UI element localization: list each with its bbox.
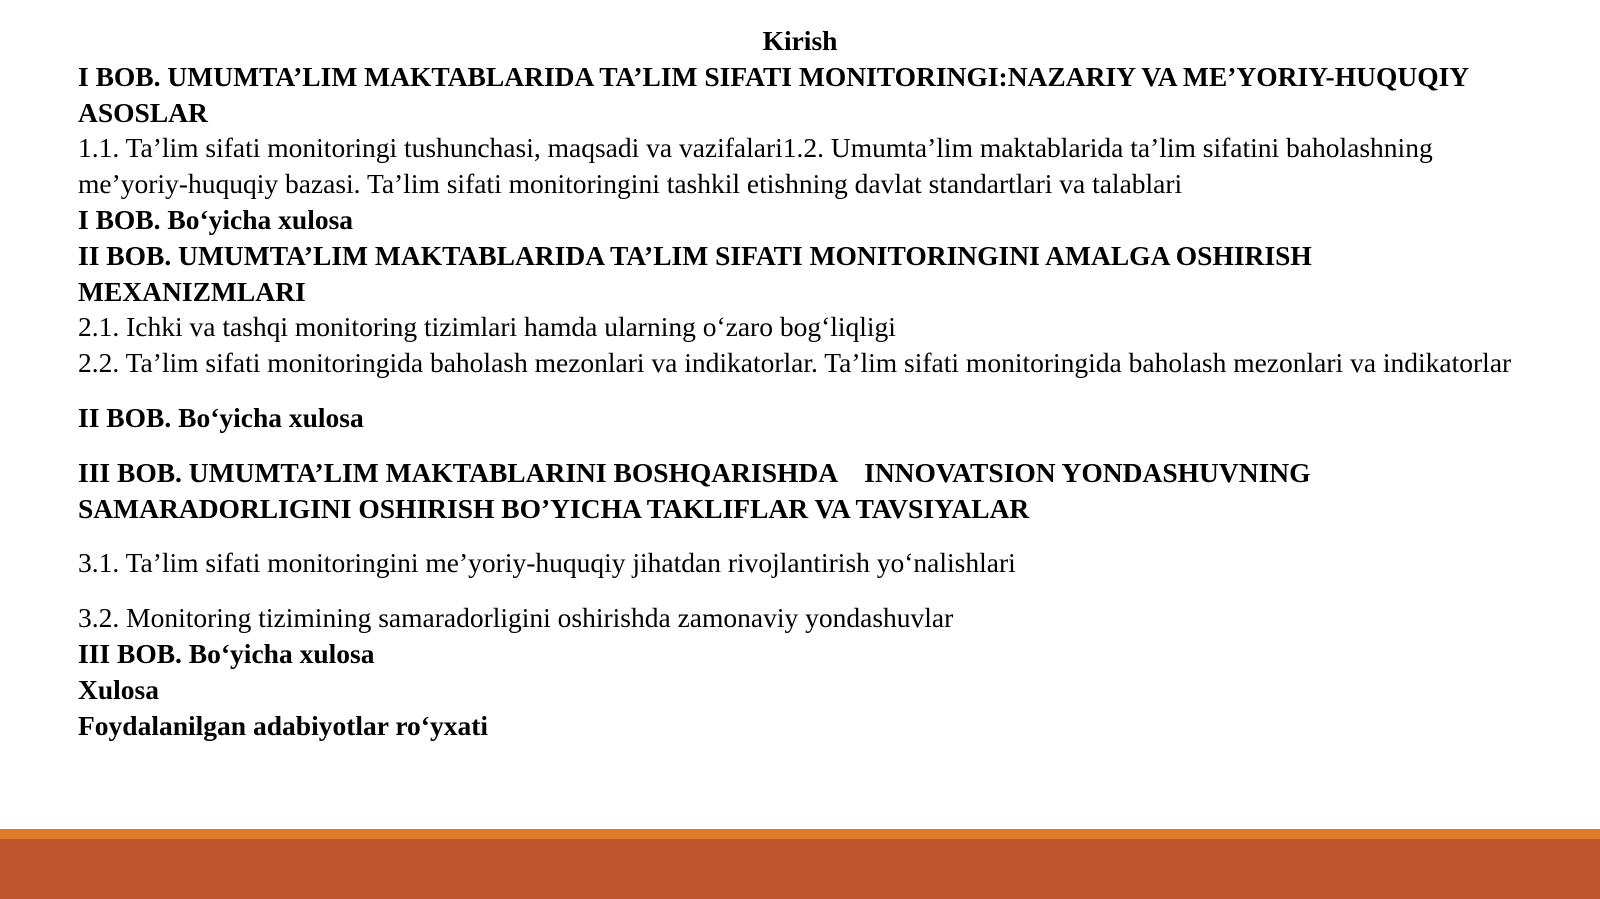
chapter-3-section-1: 3.1. Ta’lim sifati monitoringini me’yoriy-huquqiy jihatdan rivojlantirish yo‘nalishlari (78, 547, 1016, 579)
chapter-2-section-1: 2.1. Ichki va tashqi monitoring tizimlari hamda ularning o‘zaro bog‘liqligi (78, 311, 896, 343)
chapter-1-conclusion: I BOB. Bo‘yicha xulosa (78, 203, 354, 235)
chapter-3-section-2: 3.2. Monitoring tizimining samaradorligini oshirishda zamonaviy yondashuvlar (78, 602, 954, 634)
chapter-3-heading: III BOB. UMUMTA’LIM MAKTABLARINI BOSHQARISHDA INNOVATSION YONDASHUVNING SAMARADORLIGINI OSHIRISH BO’YICHA TAKLIFLAR VA TAVSIYALAR (78, 456, 1318, 524)
table-of-contents (78, 23, 1518, 743)
footer-bar (0, 829, 1600, 899)
chapter-3-conclusion: III BOB. Bo‘yicha xulosa (78, 637, 375, 669)
references-heading: Foydalanilgan adabiyotlar ro‘yxati (78, 709, 489, 741)
footer-accent-stripe (0, 829, 1600, 839)
page-title: Kirish (762, 25, 838, 56)
chapter-2-section-2: 2.2. Ta’lim sifati monitoringida baholash mezonlari va indikatorlar. Ta’lim sifati monitoringida baholash mezonlari va indikatorlar (78, 347, 1512, 379)
chapter-2-heading: II BOB. UMUMTA’LIM MAKTABLARIDA TA’LIM SIFATI MONITORINGINI AMALGA OSHIRISH MEXANIZMLARI (78, 239, 1312, 307)
chapter-1-sections: 1.1. Ta’lim sifati monitoringi tushunchasi, maqsadi va vazifalari1.2. Umumta’lim maktablarida ta’lim sifatini baholashning me’yoriy-huquqiy bazasi. Ta’lim sifati monitoringini tashkil etishning davlat standartlari va talablari (78, 132, 1433, 200)
chapter-2-conclusion: II BOB. Bo‘yicha xulosa (78, 401, 364, 433)
chapter-1-heading: I BOB. UMUMTA’LIM MAKTABLARIDA TA’LIM SIFATI MONITORINGI:NAZARIY VA ME’YORIY-HUQUQIY ASOSLAR (78, 60, 1469, 128)
conclusion-heading: Xulosa (78, 673, 159, 705)
